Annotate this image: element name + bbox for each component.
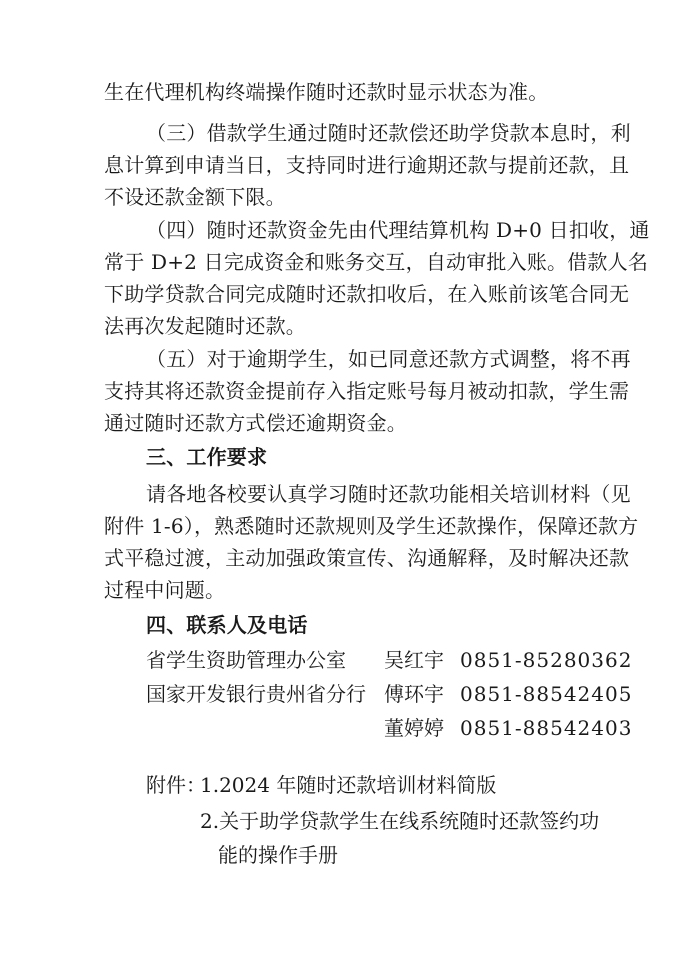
attachment-item: 1.2024 年随时还款培训材料简版 [200,773,497,797]
paragraph-line: 息计算到申请当日，支持同时进行逾期还款与提前还款，且 [104,153,630,177]
paragraph-line: （四）随时还款资金先由代理结算机构 D+0 日扣收，通 [146,218,650,242]
paragraph-line: 支持其将还款资金提前存入指定账号每月被动扣款，学生需 [104,379,630,403]
paragraph-line: （三）借款学生通过随时还款偿还助学贷款本息时，利 [146,121,631,145]
contact-org: 省学生资助管理办公室 [146,648,346,672]
contact-phone: 0851-85280362 [460,648,633,672]
paragraph-line: 附件 1-6），熟悉随时还款规则及学生还款操作，保障还款方 [104,514,639,538]
paragraph-line: 式平稳过渡，主动加强政策宣传、沟通解释，及时解决还款 [104,546,630,570]
paragraph-line: 下助学贷款合同完成随时还款扣收后，在入账前该笔合同无 [104,282,630,306]
contact-name: 傅环宇 [384,682,444,706]
attachment-item: 2.关于助学贷款学生在线系统随时还款签约功 [200,809,600,833]
paragraph-line: 生在代理机构终端操作随时还款时显示状态为准。 [104,80,549,104]
contact-name: 董婷婷 [384,716,444,740]
attachments-label: 附件： [146,773,206,797]
attachment-item: 能的操作手册 [218,843,338,867]
contact-phone: 0851-88542403 [460,716,633,740]
paragraph-line: （五）对于逾期学生，如已同意还款方式调整，将不再 [146,347,631,371]
section-heading: 三、工作要求 [146,445,268,469]
paragraph-line: 常于 D+2 日完成资金和账务交互，自动审批入账。借款人名 [104,250,649,274]
paragraph-line: 法再次发起随时还款。 [104,314,306,338]
section-heading: 四、联系人及电话 [146,613,308,637]
paragraph-line: 过程中问题。 [104,578,226,602]
contact-phone: 0851-88542405 [460,682,633,706]
contact-name: 吴红宇 [384,648,444,672]
contact-org: 国家开发银行贵州省分行 [146,682,366,706]
paragraph-line: 请各地各校要认真学习随时还款功能相关培训材料（见 [146,482,631,506]
paragraph-line: 不设还款金额下限。 [104,185,286,209]
paragraph-line: 通过随时还款方式偿还逾期资金。 [104,411,407,435]
